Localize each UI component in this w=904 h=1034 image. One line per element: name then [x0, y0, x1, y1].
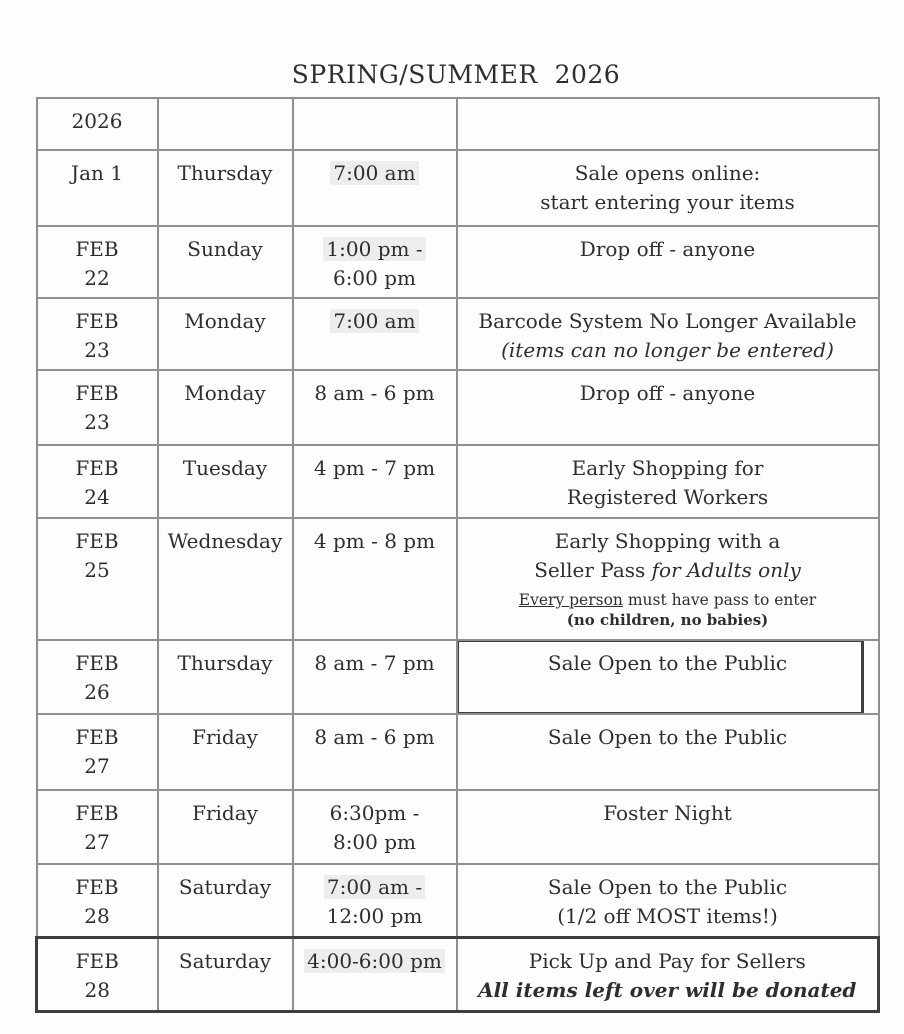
description-text-bold-italic: All items left over will be donated: [478, 977, 857, 1002]
time-cell: [293, 937, 457, 1011]
date-cell: FEB 28: [37, 864, 158, 937]
time-text: 7:00 am: [330, 161, 418, 185]
time-text: 8:00 pm: [332, 830, 417, 854]
day-cell: Monday: [158, 370, 293, 445]
underlined-text: Every person: [518, 591, 623, 609]
table-row: [37, 445, 879, 518]
description-note-bold: (no children, no babies): [566, 610, 769, 629]
description-cell: [457, 518, 879, 640]
time-cell: 8 am - 6 pm: [293, 714, 457, 790]
day-cell: Tuesday: [158, 445, 293, 518]
day-cell: Thursday: [158, 150, 293, 226]
date-cell: FEB 25: [37, 518, 158, 640]
date-cell: FEB 28: [37, 937, 158, 1011]
time-text: 1:00 pm -: [323, 237, 425, 261]
time-cell: 8 am - 7 pm: [293, 640, 457, 714]
day-cell: Wednesday: [158, 518, 293, 640]
description-note: Every person must have pass to enter: [518, 591, 817, 609]
date-cell: Jan 1: [37, 150, 158, 226]
time-text: 12:00 pm: [326, 904, 423, 928]
day-cell: Saturday: [158, 864, 293, 937]
table-row: [37, 937, 879, 1011]
time-text: 7:00 am -: [324, 875, 425, 899]
description-cell: [457, 98, 879, 150]
date-cell: FEB 27: [37, 790, 158, 864]
description-cell: Drop off - anyone: [457, 226, 879, 298]
description-cell: Sale opens online: start entering your items: [457, 150, 879, 226]
table-row: [37, 226, 879, 298]
description-text: Early Shopping with a: [554, 529, 781, 553]
description-text: Sale Open to the Public: [547, 651, 788, 675]
table-row: [37, 714, 879, 790]
table-row: [37, 640, 879, 714]
description-text: Seller Pass for Adults only: [534, 558, 801, 582]
day-cell: Friday: [158, 790, 293, 864]
table-row: [37, 864, 879, 937]
time-text: 6:30pm -: [329, 801, 420, 825]
description-cell: Drop off - anyone: [457, 370, 879, 445]
day-cell: [158, 98, 293, 150]
description-cell: Early Shopping for Registered Workers: [457, 445, 879, 518]
page-title: SPRING/SUMMER 2026: [291, 60, 621, 89]
date-cell: 2026: [37, 98, 158, 150]
day-cell: Monday: [158, 298, 293, 370]
day-cell: Sunday: [158, 226, 293, 298]
date-cell: FEB 23: [37, 370, 158, 445]
time-cell: [293, 790, 457, 864]
day-cell: Saturday: [158, 937, 293, 1011]
description-text: Barcode System No Longer Available: [478, 309, 857, 333]
time-cell: [293, 226, 457, 298]
description-cell: [457, 298, 879, 370]
time-cell: [293, 298, 457, 370]
time-text: 7:00 am: [330, 309, 418, 333]
description-text-italic: for Adults only: [651, 558, 801, 582]
time-cell: 8 am - 6 pm: [293, 370, 457, 445]
date-cell: FEB 22: [37, 226, 158, 298]
day-cell: Thursday: [158, 640, 293, 714]
time-text: 6:00 pm: [332, 266, 417, 290]
date-cell: FEB 27: [37, 714, 158, 790]
table-row: [37, 98, 879, 150]
date-cell: FEB 23: [37, 298, 158, 370]
time-cell: [293, 150, 457, 226]
description-text: Pick Up and Pay for Sellers: [528, 948, 806, 973]
description-cell: Sale Open to the Public: [457, 714, 879, 790]
time-cell: 4 pm - 7 pm: [293, 445, 457, 518]
description-cell: Foster Night: [457, 790, 879, 864]
time-cell: 4 pm - 8 pm: [293, 518, 457, 640]
description-text-italic: (items can no longer be entered): [501, 338, 834, 362]
time-cell: [293, 864, 457, 937]
table-row: [37, 150, 879, 226]
table-row: [37, 298, 879, 370]
schedule-table: [35, 97, 880, 1013]
description-cell: [457, 937, 879, 1011]
description-cell: Sale Open to the Public (1/2 off MOST items!): [457, 864, 879, 937]
date-cell: FEB 24: [37, 445, 158, 518]
time-text: 4:00-6:00 pm: [304, 949, 445, 973]
day-cell: Friday: [158, 714, 293, 790]
table-row: [37, 518, 879, 640]
time-cell: [293, 98, 457, 150]
date-cell: FEB 26: [37, 640, 158, 714]
description-cell: [457, 640, 879, 714]
table-row: [37, 370, 879, 445]
table-row: [37, 790, 879, 864]
